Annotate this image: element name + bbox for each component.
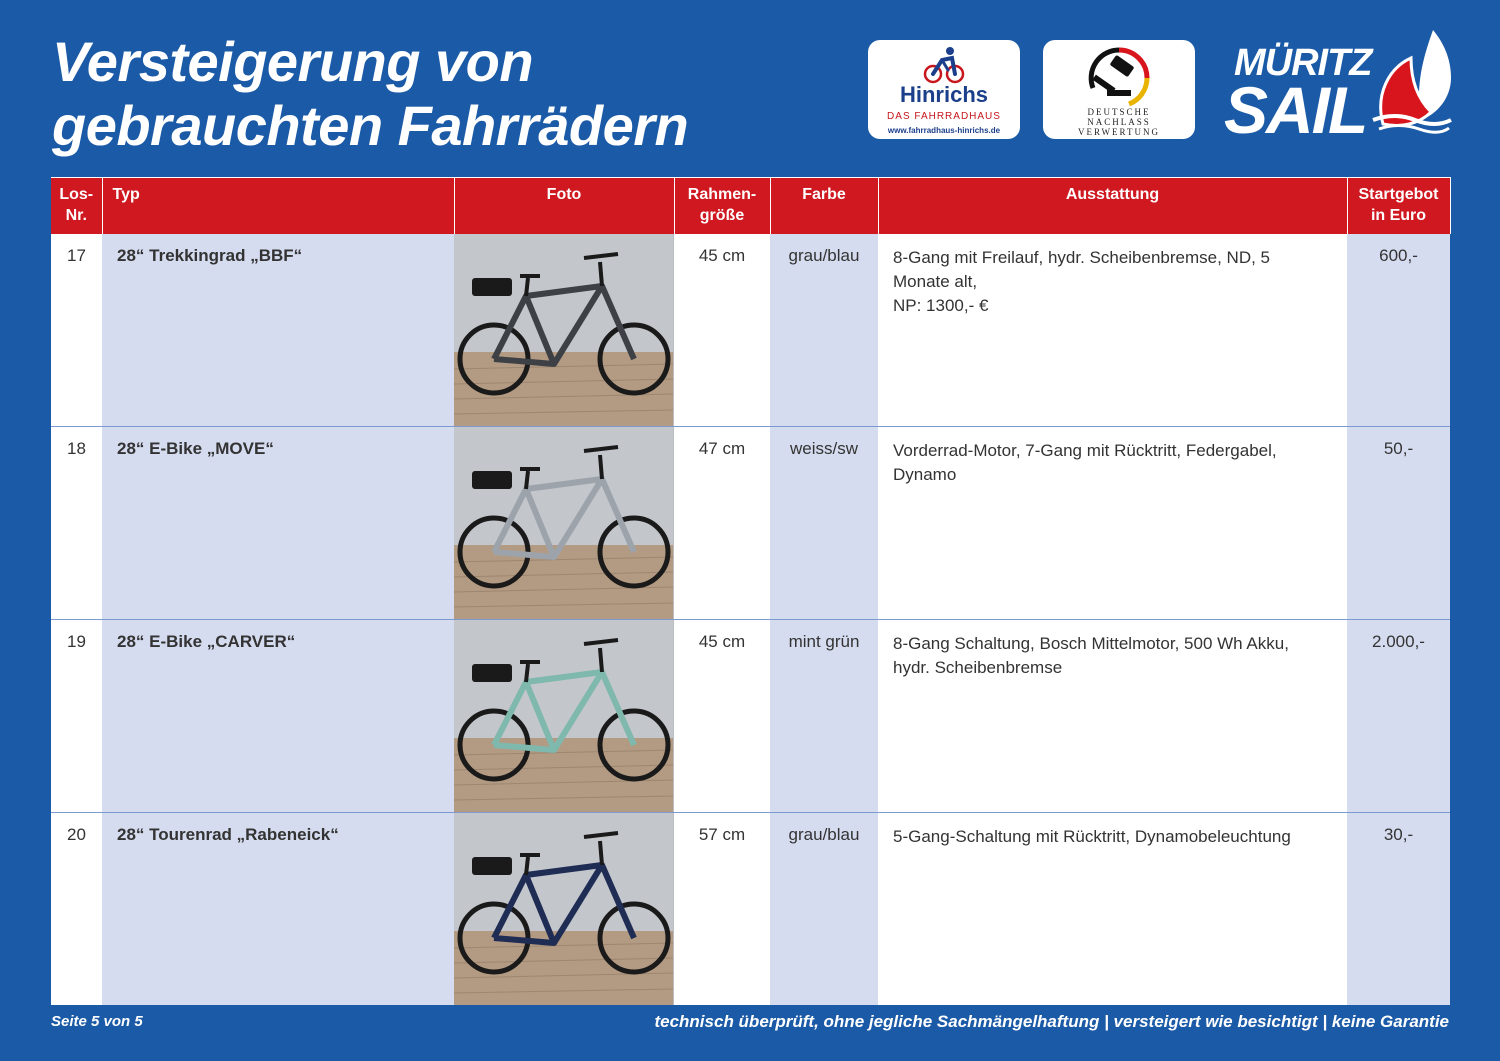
bike-photo [454, 813, 673, 1005]
bike-color: mint grün [770, 619, 878, 812]
column-header-nr [51, 178, 102, 234]
equipment-line-1: 5-Gang-Schaltung mit Rücktritt, Dynamobeleuchtung [893, 826, 1291, 846]
equipment [878, 234, 1347, 427]
lot-number: 18 [51, 426, 102, 619]
equipment [878, 812, 1347, 1005]
bike-photo-cell [454, 619, 674, 812]
nachlass-line-1: DEUTSCHE [1087, 107, 1151, 117]
column-header-size [674, 178, 770, 234]
frame-size: 47 cm [674, 426, 770, 619]
cyclist-icon [922, 46, 966, 86]
hinrichs-subtitle: DAS FAHRRADHAUS [887, 111, 1001, 122]
column-header-size-line-1: Rahmen- [687, 186, 757, 203]
sail-icon [1365, 28, 1453, 136]
column-header-foto: Foto [454, 178, 674, 234]
table-row [51, 619, 1450, 812]
page-title [52, 30, 688, 158]
nachlass-line-3: VERWERTUNG [1078, 127, 1160, 137]
hinrichs-logo [868, 40, 1020, 139]
equipment [878, 426, 1347, 619]
equipment-line-1: 8-Gang Schaltung, Bosch Mittelmotor, 500 Wh Akku, [893, 633, 1289, 653]
bike-photo [454, 620, 673, 812]
muritz-sail-logo [1220, 28, 1455, 147]
page-number: Seite 5 von 5 [51, 1013, 143, 1030]
sail-line-2: SAIL [1224, 73, 1367, 147]
frame-size: 45 cm [674, 234, 770, 427]
sail-line-1: MÜRITZ [1234, 42, 1372, 84]
nachlass-line-2: NACHLASS [1087, 117, 1151, 127]
equipment-line-2: hydr. Scheibenbremse [893, 657, 1063, 677]
bike-photo-cell [454, 234, 674, 427]
bike-type: 28“ E-Bike „CARVER“ [102, 619, 454, 812]
nachlass-text [1043, 107, 1195, 137]
column-header-price-line-1: Startgebot [1358, 186, 1439, 203]
bike-photo [454, 234, 673, 426]
frame-size: 45 cm [674, 619, 770, 812]
frame-size: 57 cm [674, 812, 770, 1005]
starting-bid: 600,- [1347, 234, 1450, 427]
title-line-2: gebrauchten Fahrrädern [52, 94, 689, 157]
footer-disclaimer: technisch überprüft, ohne jegliche Sachmängelhaftung | versteigert wie besichtigt | keine Garantie [654, 1012, 1449, 1031]
column-header-nr-line-2: Nr. [65, 207, 87, 224]
equipment-line-1: Vorderrad-Motor, 7-Gang mit Rücktritt, Federgabel, Dynamo [893, 440, 1277, 484]
bike-photo [454, 427, 673, 619]
equipment-line-1: 8-Gang mit Freilauf, hydr. Scheibenbremse, ND, 5 Monate alt, [893, 247, 1270, 291]
starting-bid: 2.000,- [1347, 619, 1450, 812]
equipment-line-2: NP: 1300,- € [893, 295, 989, 315]
table-row [51, 812, 1450, 1005]
column-header-typ: Typ [102, 178, 454, 234]
nachlass-logo [1043, 40, 1195, 139]
bike-photo-cell [454, 426, 674, 619]
column-header-price-line-2: in Euro [1370, 207, 1427, 224]
column-header-price [1347, 178, 1450, 234]
bike-photo-cell [454, 812, 674, 1005]
table-row [51, 426, 1450, 619]
bike-type: 28“ Trekkingrad „BBF“ [102, 234, 454, 427]
lot-number: 20 [51, 812, 102, 1005]
bike-type: 28“ Tourenrad „Rabeneick“ [102, 812, 454, 1005]
bike-color: grau/blau [770, 234, 878, 427]
starting-bid: 30,- [1347, 812, 1450, 1005]
hinrichs-url: www.fahrradhaus-hinrichs.de [887, 126, 1001, 135]
equipment [878, 619, 1347, 812]
title-line-1: Versteigerung von [52, 30, 534, 93]
bike-color: weiss/sw [770, 426, 878, 619]
gavel-icon [1085, 44, 1153, 106]
lot-number: 19 [51, 619, 102, 812]
lot-number: 17 [51, 234, 102, 427]
starting-bid: 50,- [1347, 426, 1450, 619]
column-header-color: Farbe [770, 178, 878, 234]
column-header-nr-line-1: Los- [59, 186, 94, 203]
column-header-equipment: Ausstattung [878, 178, 1347, 234]
hinrichs-name: Hinrichs [899, 82, 989, 107]
table-row [51, 234, 1450, 427]
table-header-row [51, 178, 1450, 234]
column-header-size-line-2: größe [699, 207, 745, 224]
auction-table [51, 177, 1451, 1005]
bike-type: 28“ E-Bike „MOVE“ [102, 426, 454, 619]
bike-color: grau/blau [770, 812, 878, 1005]
